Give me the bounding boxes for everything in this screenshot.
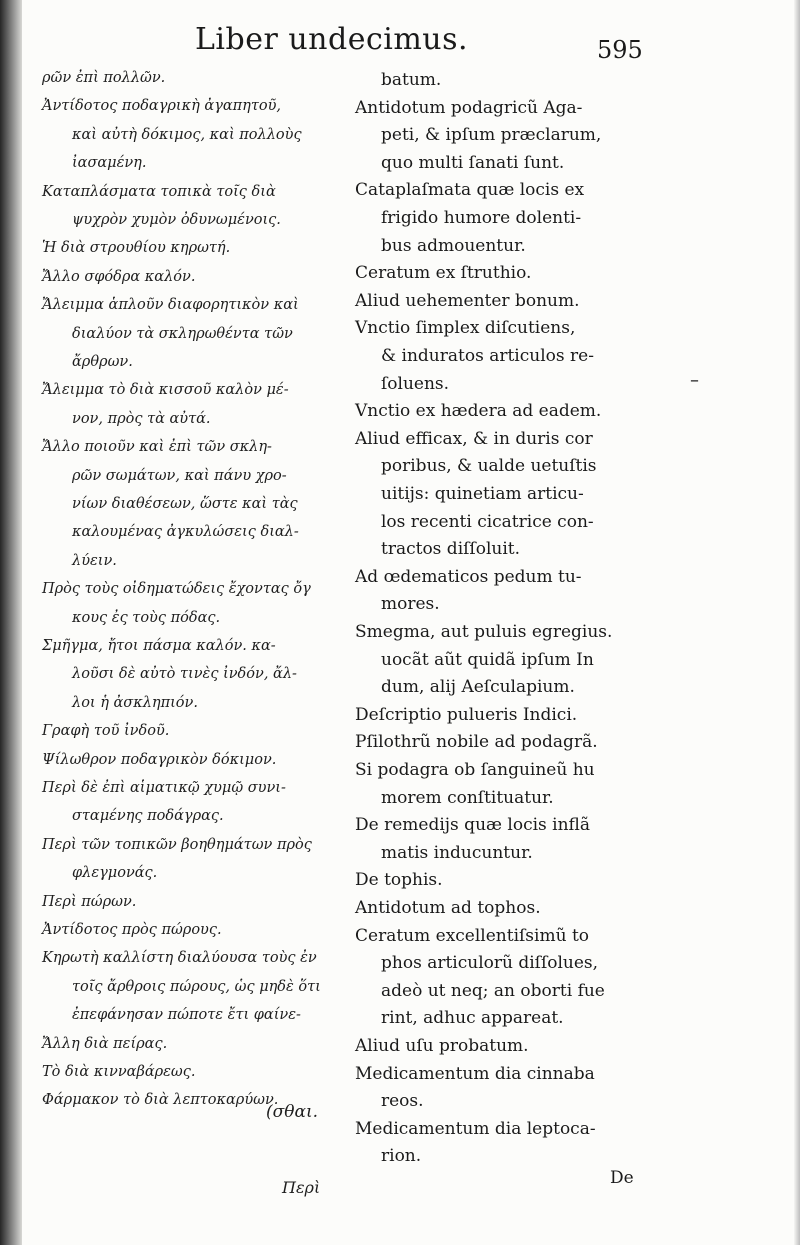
running-head: Liber undecimus.: [195, 22, 469, 57]
latin-line: Ad œdematicos pedum tu-: [355, 566, 582, 587]
latin-line: Aliud efficax, & in duris cor: [355, 428, 593, 449]
greek-line: λοι ἡ ἀσκληπιόν.: [72, 694, 198, 711]
latin-line: peti, & ipſum præclarum,: [381, 125, 602, 146]
greek-line: Πρὸς τοὺς οἰδηματώδεις ἔχοντας ὄγ: [42, 581, 311, 598]
greek-line: καλουμένας ἀγκυλώσεις διαλ-: [72, 524, 299, 541]
latin-line: bus admouentur.: [381, 235, 526, 256]
latin-line: Aliud uſu probatum.: [355, 1036, 529, 1056]
latin-line: reos.: [381, 1091, 424, 1112]
latin-line: rint, adhuc appareat.: [381, 1008, 564, 1029]
greek-line: Ἀντίδοτος πρὸς πώρους.: [42, 922, 222, 938]
greek-line: ἰασαμένη.: [72, 155, 147, 172]
latin-line: Smegma, aut puluis egregius.: [355, 622, 613, 642]
catchword-greek: Περὶ: [282, 1178, 321, 1197]
latin-line: Deſcriptio pulueris Indici.: [355, 704, 578, 725]
latin-line: Aliud uehementer bonum.: [355, 290, 580, 311]
margin-mark: –: [690, 370, 699, 391]
latin-line: batum.: [381, 70, 442, 90]
greek-line: λοῦσι δὲ αὐτὸ τινὲς ἰνδόν, ἄλ-: [72, 666, 297, 683]
greek-line: ψυχρὸν χυμὸν ὀδυνωμένοις.: [72, 212, 281, 228]
greek-line: Περὶ τῶν τοπικῶν βοηθημάτων πρὸς: [42, 836, 312, 853]
page-number: 595: [597, 36, 643, 64]
binding-gutter: [0, 0, 22, 1245]
greek-line: Ἡ διὰ στρουθίου κηρωτή.: [42, 240, 231, 257]
greek-line: Γραφὴ τοῦ ἰνδοῦ.: [42, 723, 170, 740]
latin-line: De tophis.: [355, 870, 443, 891]
latin-line: mores.: [381, 594, 440, 615]
greek-line: φλεγμονάς.: [72, 865, 158, 882]
latin-line: uocãt aũt quidã ipſum In: [381, 649, 594, 670]
greek-line: ρῶν ἐπὶ πολλῶν.: [42, 70, 166, 86]
latin-line: frigido humore dolenti-: [381, 208, 582, 228]
greek-line: ἄρθρων.: [72, 354, 133, 370]
latin-line: ſoluens.: [381, 373, 450, 394]
latin-line: Vnctio ex hædera ad eadem.: [355, 401, 602, 422]
latin-line: matis inducuntur.: [381, 842, 533, 863]
latin-line: phos articulorũ diſſolues,: [381, 953, 599, 974]
greek-line: τοῖς ἄρθροις πώρους, ὡς μηδὲ ὅτι: [72, 978, 321, 995]
latin-line: Medicamentum dia cinnaba: [355, 1063, 595, 1084]
latin-line: tractos diſſoluit.: [381, 539, 521, 560]
greek-line: Ψίλωθρον ποδαγρικὸν δόκιμον.: [42, 751, 277, 768]
latin-line: los recenti cicatrice con-: [381, 511, 594, 532]
greek-line: νον, πρὸς τὰ αὐτά.: [72, 410, 211, 427]
greek-line: Περὶ πώρων.: [42, 893, 137, 910]
latin-line: morem conſtituatur.: [381, 787, 554, 808]
latin-line: poribus, & ualde uetuſtis: [381, 456, 597, 477]
latin-line: De remedijs quæ locis inflã: [355, 815, 591, 836]
page-edge: [794, 0, 800, 1245]
latin-line: Antidotum ad tophos.: [355, 898, 541, 918]
greek-line: νίων διαθέσεων, ὥστε καὶ τὰς: [72, 496, 298, 512]
greek-line: Ἄλλο ποιοῦν καὶ ἐπὶ τῶν σκλη-: [42, 439, 272, 456]
greek-line: Τὸ διὰ κινναβάρεως.: [42, 1064, 196, 1080]
greek-line: κους ἐς τοὺς πόδας.: [72, 609, 221, 626]
latin-line: quo multi ſanati ſunt.: [381, 152, 565, 173]
greek-line: Σμῆγμα, ἤτοι πάσμα καλόν. κα-: [42, 638, 276, 654]
latin-line: Vnctio ſimplex diſcutiens,: [355, 318, 576, 339]
greek-line: Ἀντίδοτος ποδαγρικὴ ἀγαπητοῦ,: [42, 98, 282, 115]
greek-line: Ἄλειμμα τὸ διὰ κισσοῦ καλὸν μέ-: [42, 382, 289, 399]
greek-line: λύειν.: [72, 552, 117, 569]
greek-line: Ἄλειμμα ἁπλοῦν διαφορητικὸν καὶ: [42, 297, 299, 314]
greek-line: καὶ αὐτὴ δόκιμος, καὶ πολλοὺς: [72, 126, 302, 143]
latin-line: Pſilothrũ nobile ad podagrã.: [355, 732, 598, 753]
greek-line: ἐπεφάνησαν πώποτε ἔτι φαίνε-: [72, 1007, 301, 1024]
greek-line: Ἄλλη διὰ πείρας.: [42, 1035, 168, 1052]
catchword-latin: De: [610, 1168, 634, 1188]
greek-line: Καταπλάσματα τοπικὰ τοῖς διὰ: [42, 183, 276, 200]
greek-line: Περὶ δὲ ἐπὶ αἱματικῷ χυμῷ συνι-: [42, 780, 286, 796]
greek-line: Ἄλλο σφόδρα καλόν.: [42, 268, 196, 285]
latin-line: Cataplaſmata quæ locis ex: [355, 180, 585, 201]
greek-line: διαλύον τὰ σκληρωθέντα τῶν: [72, 325, 293, 342]
greek-line: Φάρμακον τὸ διὰ λεπτοκαρύων.: [42, 1092, 279, 1109]
greek-line: Κηρωτὴ καλλίστη διαλύουσα τοὺς ἐν: [42, 950, 317, 967]
latin-line: Si podagra ob ſanguineũ hu: [355, 760, 595, 780]
latin-line: & induratos articulos re-: [381, 346, 594, 366]
latin-line: Medicamentum dia leptoca-: [355, 1118, 596, 1139]
latin-line: Ceratum excellentiſsimũ to: [355, 925, 590, 946]
greek-line: ρῶν σωμάτων, καὶ πάνυ χρο-: [72, 467, 287, 484]
latin-line: rion.: [381, 1146, 422, 1167]
greek-continuation: (σθαι.: [266, 1102, 319, 1122]
latin-line: Antidotum podagricũ Aga-: [355, 97, 583, 118]
latin-line: uitijs: quinetiam articu-: [381, 484, 584, 504]
greek-line: σταμένης ποδάγρας.: [72, 808, 224, 825]
latin-line: dum, alij Aeſculapium.: [381, 677, 575, 698]
latin-line: Ceratum ex ſtruthio.: [355, 263, 532, 284]
latin-line: adeò ut neq; an oborti fue: [381, 980, 605, 1001]
